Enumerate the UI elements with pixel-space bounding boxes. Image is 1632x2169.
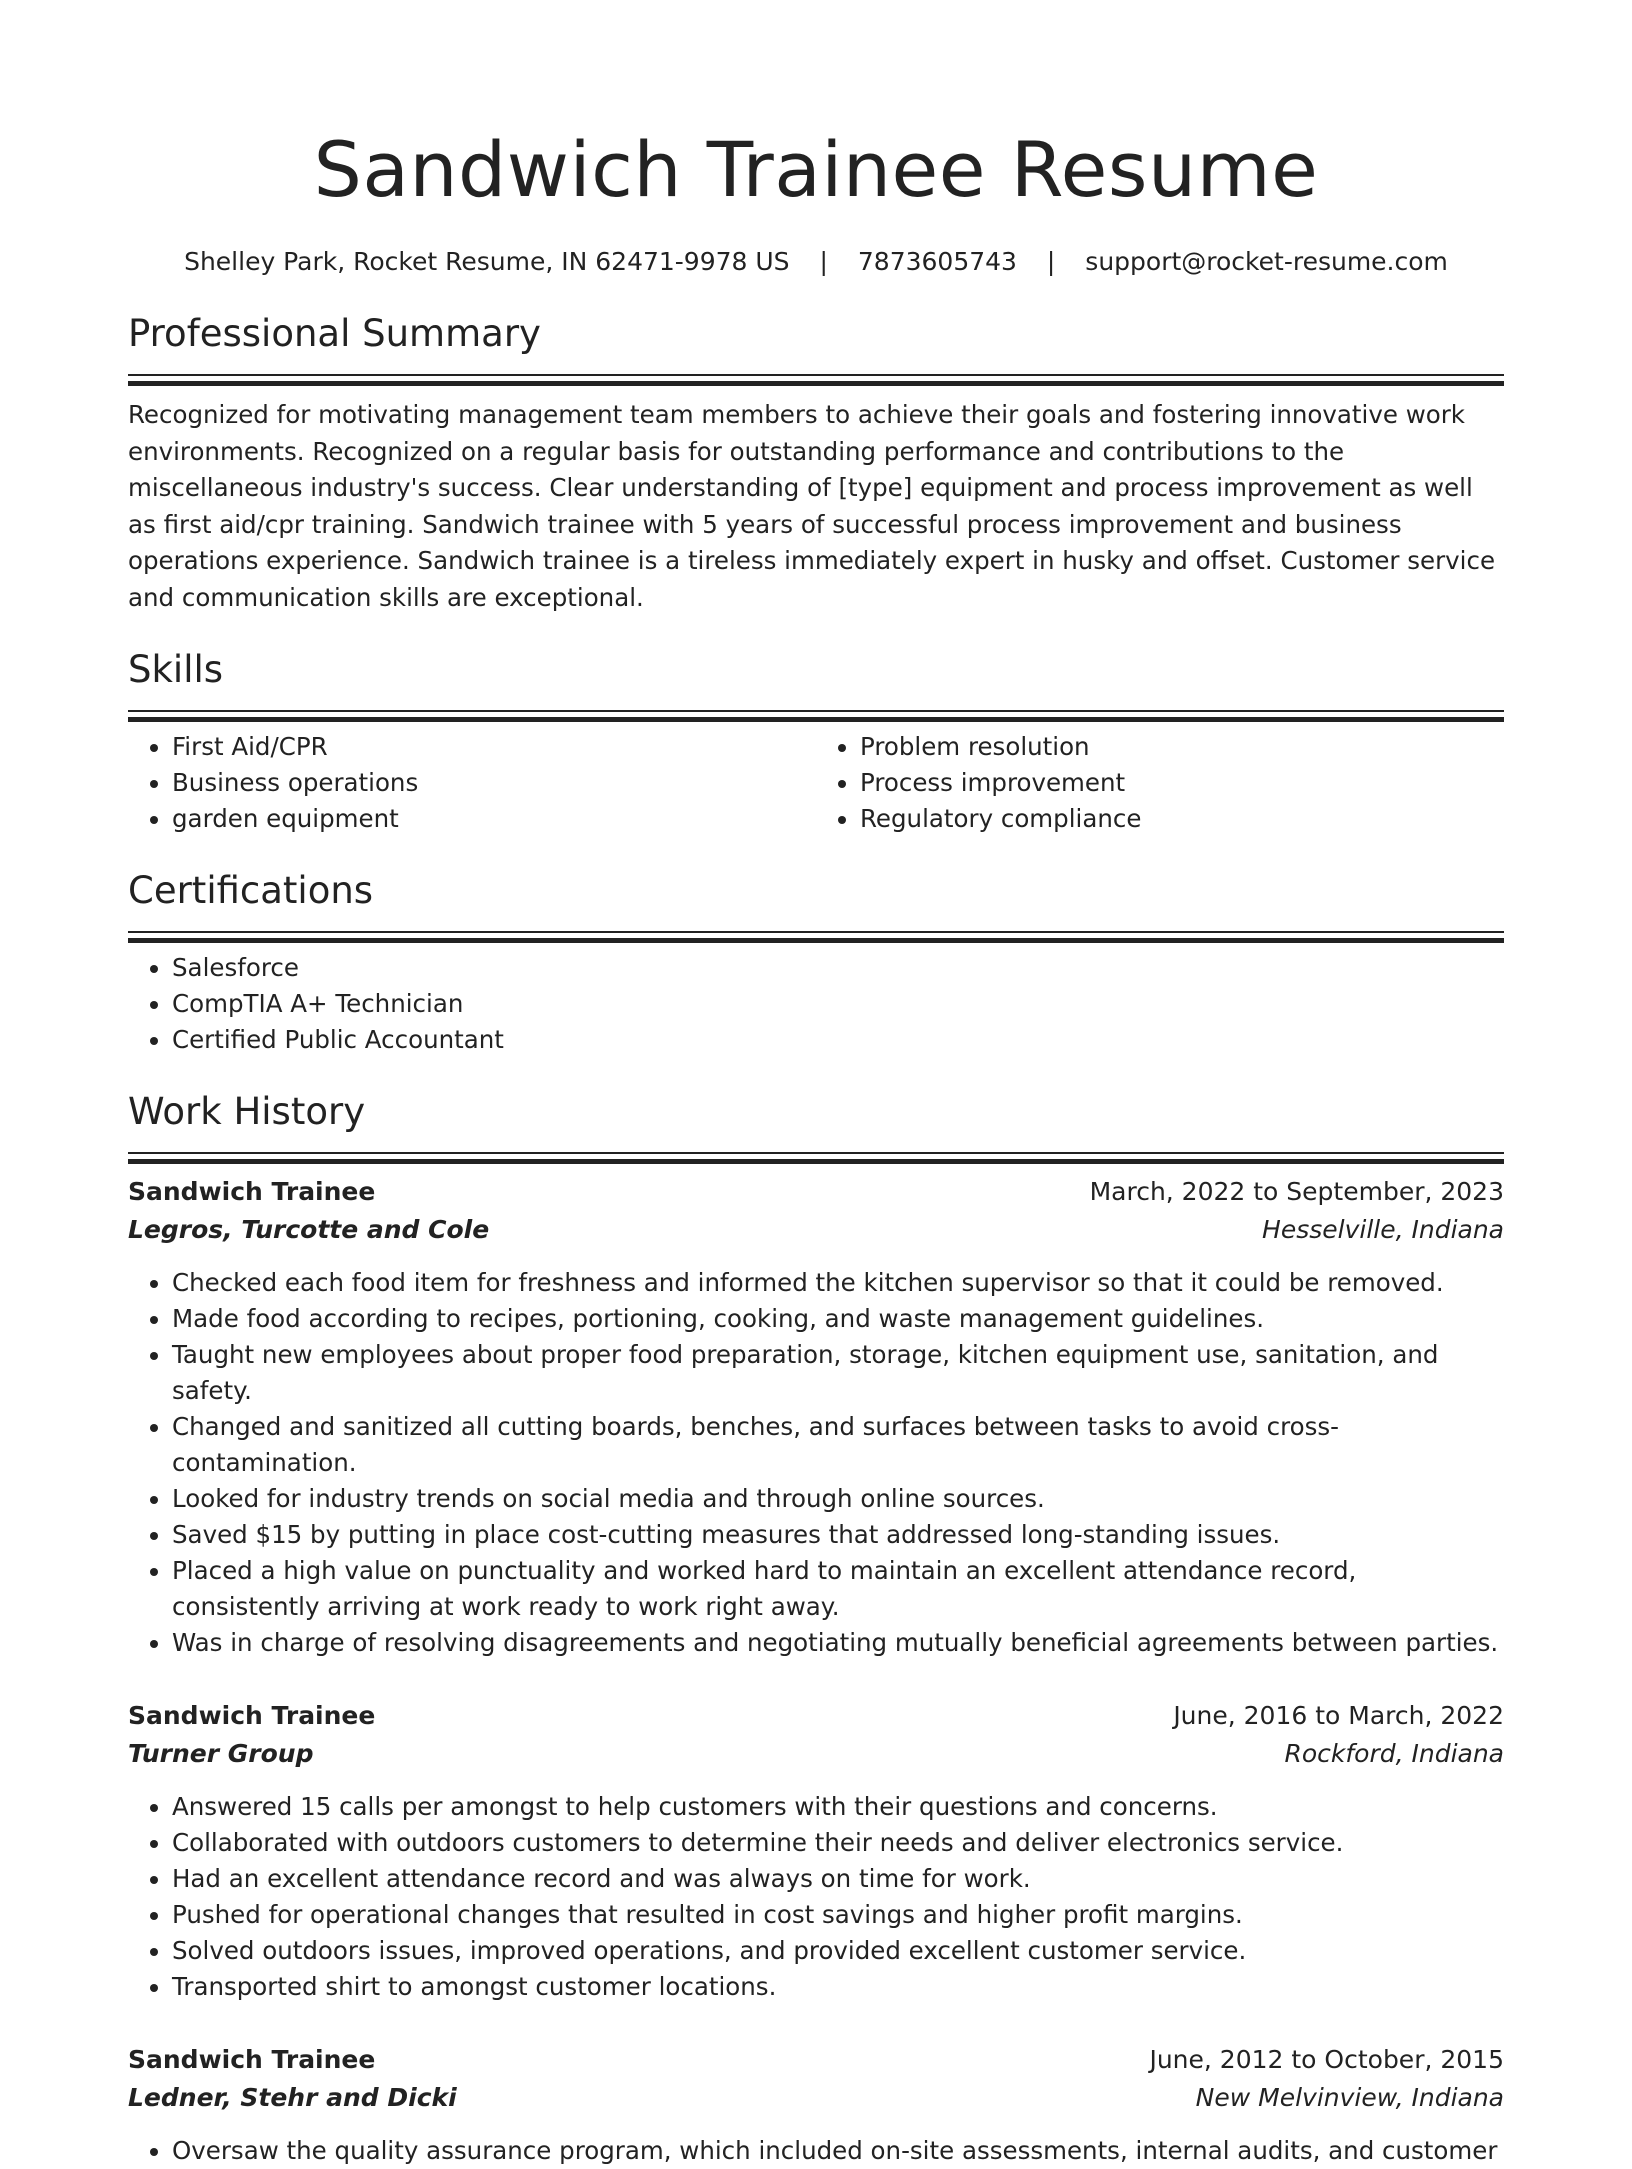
skill-item: • Regulatory compliance xyxy=(860,801,1504,837)
certification-item: • Salesforce xyxy=(172,950,1504,986)
job-bullet: • Saved $15 by putting in place cost-cutting measures that addressed long-standing issues. xyxy=(172,1517,1504,1553)
job-header-row xyxy=(128,2041,1504,2079)
certification-item: • Certified Public Accountant xyxy=(172,1022,1504,1058)
contact-separator: | xyxy=(819,247,828,276)
skills-list-right xyxy=(816,729,1504,837)
job-bullet: • Answered 15 calls per amongst to help customers with their questions and concerns. xyxy=(172,1789,1504,1825)
section-heading-work-history: Work History xyxy=(128,1090,366,1133)
contact-phone: 7873605743 xyxy=(857,247,1017,276)
job-company-row xyxy=(128,2079,1504,2117)
job-entry xyxy=(128,2041,1504,2169)
skill-item: • Process improvement xyxy=(860,765,1504,801)
job-location: Hesselville, Indiana xyxy=(1262,1215,1504,1244)
skills-list-left xyxy=(128,729,816,837)
work-history-section xyxy=(128,1086,1504,2169)
job-company: Legros, Turcotte and Cole xyxy=(128,1215,490,1244)
job-company: Turner Group xyxy=(128,1739,314,1768)
job-dates: June, 2016 to March, 2022 xyxy=(1173,1701,1504,1730)
job-entry xyxy=(128,1173,1504,1661)
contact-separator: | xyxy=(1046,247,1056,276)
job-header-row xyxy=(128,1173,1504,1211)
job-bullet-list xyxy=(128,2133,1504,2169)
job-bullet: • Was in charge of resolving disagreements and negotiating mutually beneficial agreements between parties. xyxy=(172,1625,1504,1661)
job-title: Sandwich Trainee xyxy=(128,1701,376,1730)
job-company: Ledner, Stehr and Dicki xyxy=(128,2083,457,2112)
contact-line xyxy=(128,244,1504,280)
skill-item: • Business operations xyxy=(172,765,816,801)
skill-item: • garden equipment xyxy=(172,801,816,837)
contact-address: Shelley Park, Rocket Resume, IN 62471-9978 US xyxy=(184,247,790,276)
job-bullet: • Checked each food item for freshness and informed the kitchen supervisor so that it could be removed. xyxy=(172,1265,1504,1301)
skills-section xyxy=(128,644,1504,837)
job-bullet: • Pushed for operational changes that resulted in cost savings and higher profit margins. xyxy=(172,1897,1504,1933)
section-heading-summary: Professional Summary xyxy=(128,312,541,355)
skills-grid xyxy=(128,729,1504,837)
job-bullet: • Collaborated with outdoors customers to determine their needs and deliver electronics service. xyxy=(172,1825,1504,1861)
job-header-row xyxy=(128,1697,1504,1735)
job-bullet: • Made food according to recipes, portioning, cooking, and waste management guidelines. xyxy=(172,1301,1504,1337)
summary-section xyxy=(128,308,1504,616)
job-bullet: • Transported shirt to amongst customer locations. xyxy=(172,1969,1504,2005)
job-bullet: • Solved outdoors issues, improved operations, and provided excellent customer service. xyxy=(172,1933,1504,1969)
job-bullet: • Oversaw the quality assurance program, which included on-site assessments, internal audits, and customer xyxy=(172,2133,1504,2169)
job-bullet-list xyxy=(128,1789,1504,2005)
job-dates: March, 2022 to September, 2023 xyxy=(1089,1177,1504,1206)
certifications-list xyxy=(128,950,1504,1058)
job-company-row xyxy=(128,1735,1504,1773)
job-title: Sandwich Trainee xyxy=(128,2045,376,2074)
job-bullet-list xyxy=(128,1265,1504,1661)
section-divider xyxy=(128,931,1504,938)
job-dates: June, 2012 to October, 2015 xyxy=(1149,2045,1504,2074)
certifications-section xyxy=(128,865,1504,1058)
job-bullet: • Taught new employees about proper food preparation, storage, kitchen equipment use, sanitation, and safety. xyxy=(172,1337,1504,1409)
job-bullet: • Placed a high value on punctuality and worked hard to maintain an excellent attendance record, consistently arriving at work ready to work right away. xyxy=(172,1553,1504,1625)
job-bullet: • Had an excellent attendance record and was always on time for work. xyxy=(172,1861,1504,1897)
skill-item: • Problem resolution xyxy=(860,729,1504,765)
job-entry xyxy=(128,1697,1504,2005)
summary-text: Recognized for motivating management team members to achieve their goals and fostering innovative work environments. Recognized on a regular basis for outstanding performance and contributions to the miscellaneous industry's success. Clear understanding of [type] equipment and process improvement as well as first aid/cpr training. Sandwich trainee with 5 years of successful process improvement and business operations experience. Sandwich trainee is a tireless immediately expert in husky and offset. Customer service and communication skills are exceptional. xyxy=(128,400,1496,612)
section-divider xyxy=(128,374,1504,381)
job-title: Sandwich Trainee xyxy=(128,1177,376,1206)
resume-title: Sandwich Trainee Resume xyxy=(313,125,1319,214)
job-location: Rockford, Indiana xyxy=(1284,1739,1504,1768)
section-heading-skills: Skills xyxy=(128,648,224,691)
section-divider xyxy=(128,710,1504,717)
section-heading-certifications: Certifications xyxy=(128,869,374,912)
skill-item: • First Aid/CPR xyxy=(172,729,816,765)
job-bullet: • Changed and sanitized all cutting boards, benches, and surfaces between tasks to avoid cross-contamination. xyxy=(172,1409,1504,1481)
job-company-row xyxy=(128,1211,1504,1249)
job-location: New Melvinview, Indiana xyxy=(1195,2083,1504,2112)
section-divider xyxy=(128,1152,1504,1159)
certification-item: • CompTIA A+ Technician xyxy=(172,986,1504,1022)
contact-email: support@rocket-resume.com xyxy=(1085,247,1448,276)
job-bullet: • Looked for industry trends on social media and through online sources. xyxy=(172,1481,1504,1517)
